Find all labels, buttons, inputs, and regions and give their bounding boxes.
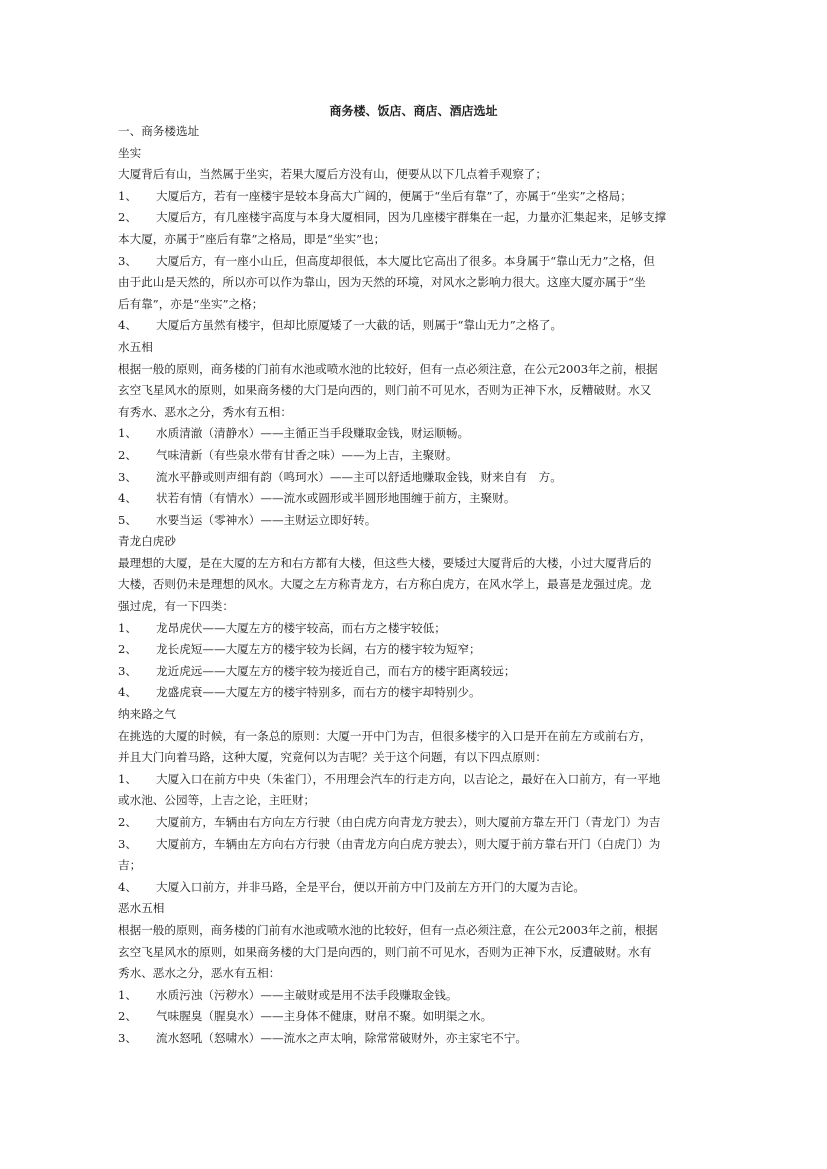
list-text: 大厦入口前方，并非马路，全是平台，便以开前方中门及前左方开门的大厦为吉论。: [156, 879, 585, 894]
list-number: 2、: [118, 1009, 137, 1024]
subheading-qinglongbaihu: 青龙白虎砂: [118, 534, 176, 549]
list-text: 水质清澈（清静水）——主循正当手段赚取金钱，财运顺畅。: [156, 426, 470, 441]
list-text-continued: 后有靠”，亦是“坐实”之格；: [118, 296, 264, 311]
list-text-continued: 或水池、公园等，上吉之论，主旺财；: [118, 793, 316, 808]
list-item: [118, 812, 702, 834]
paragraph-line: 在挑选的大厦的时候，有一条总的原则：大厦一开中门为吉，但很多楼宇的入口是开在前左方或前右方，: [118, 728, 652, 743]
list-number: 4、: [118, 879, 137, 894]
list-item: [118, 661, 702, 683]
paragraph-line: 强过虎，有一下四类：: [118, 599, 234, 614]
paragraph: 大厦背后有山，当然属于坐实，若果大厦后方没有山，便要从以下几点着手观察了；: [118, 167, 547, 182]
document-body: [118, 121, 702, 1050]
list-number: 2、: [118, 210, 137, 225]
list-text: 龙长虎短——大厦左方的楼宇较为长阔，右方的楼宇较为短窄；: [156, 642, 481, 657]
list-text: 气味腥臭（腥臭水）——主身体不健康，财帛不聚。如明渠之水。: [156, 1009, 493, 1024]
list-number: 2、: [118, 642, 137, 657]
list-number: 4、: [118, 491, 137, 506]
section-title: 一、商务楼选址: [118, 124, 200, 138]
subheading-shuiwuxiang: 水五相: [118, 339, 153, 354]
list-item: [118, 510, 702, 532]
paragraph-line: 秀水、恶水之分，恶水有五相：: [118, 966, 281, 981]
list-number: 3、: [118, 663, 137, 678]
list-number: 4、: [118, 318, 137, 333]
paragraph-line: 玄空飞星风水的原则，如果商务楼的大门是向西的，则门前不可见水，否则为正神下水，反遭破财。水有: [118, 944, 652, 959]
list-number: 1、: [118, 426, 137, 441]
list-text: 水质污浊（污秽水）——主破财或是用不法手段赚取金钱。: [156, 987, 458, 1002]
list-item: [118, 315, 702, 337]
list-number: 3、: [118, 1030, 137, 1045]
list-number: 1、: [118, 987, 137, 1002]
list-text: 大厦后方，有几座楼宇高度与本身大厦相同，因为几座楼宇群集在一起，力量亦汇集起来，足够支撑: [156, 210, 667, 225]
paragraph-line: 最理想的大厦，是在大厦的左方和右方都有大楼，但这些大楼，要矮过大厦背后的大楼，小过大厦背后的: [118, 555, 652, 570]
list-text: 大厦入口在前方中央（朱雀门），不用理会汽车的行走方向，以吉论之，最好在入口前方，有一平地: [156, 771, 661, 786]
list-number: 2、: [118, 447, 137, 462]
paragraph-line: 有秀水、恶水之分，秀水有五相：: [118, 404, 292, 419]
list-text: 龙盛虎衰——大厦左方的楼宇特别多，而右方的楼宇却特别少。: [156, 685, 481, 700]
list-text: 龙近虎远——大厦左方的楼宇较为接近自己，而右方的楼宇距离较远；: [156, 663, 516, 678]
list-text: 大厦前方，车辆由左方向右方行驶（由青龙方向白虎方驶去），则大厦于前方靠右开门（白虎门）为: [156, 836, 661, 851]
list-text-continued: 由于此山是天然的，所以亦可以作为靠山，因为天然的环境，对风水之影响力很大。这座大厦亦属于“坐: [118, 275, 646, 290]
list-item: [118, 423, 702, 445]
list-item: [118, 207, 702, 229]
list-number: 4、: [118, 685, 137, 700]
list-text-continued: 吉；: [118, 858, 142, 873]
list-text: 大厦前方，车辆由右方向左方行驶（由白虎方向青龙方驶去），则大厦前方靠左开门（青龙门）为吉: [156, 815, 661, 829]
subheading-zuoshi: 坐实: [118, 145, 142, 160]
paragraph-line: 玄空飞星风水的原则，如果商务楼的大门是向西的，则门前不可见水，否则为正神下水，反糟破财。水又: [118, 383, 652, 398]
paragraph-line: 根据一般的原则，商务楼的门前有水池或喷水池的比较好，但有一点必须注意，在公元2003年之前，根据: [118, 922, 658, 937]
subheading-eshuiwuxiang: 恶水五相: [118, 901, 165, 916]
list-text: 气味清新（有些泉水带有甘香之味）——为上吉，主聚财。: [156, 447, 458, 462]
list-item: [118, 769, 702, 791]
paragraph-line: 并且大门向着马路，这种大厦，究竟何以为吉呢？关于这个问题，有以下四点原则：: [118, 750, 547, 765]
list-item: [118, 251, 702, 273]
list-number: 3、: [118, 836, 137, 851]
list-text: 大厦后方虽然有楼宇，但却比原厦矮了一大截的话，则属于“靠山无力”之格了。: [156, 318, 563, 333]
list-item: [118, 985, 702, 1007]
list-number: 3、: [118, 253, 137, 268]
list-text: 流水平静或则声细有韵（鸣珂水）——主可以舒适地赚取金钱，财来自有 方。: [156, 469, 562, 484]
list-number: 2、: [118, 815, 137, 829]
list-item: [118, 445, 702, 467]
list-number: 1、: [118, 620, 137, 635]
list-number: 5、: [118, 512, 137, 527]
list-text: 水要当运（零神水）——主财运立即好转。: [156, 512, 377, 527]
list-item: [118, 639, 702, 661]
list-text: 龙昂虎伏——大厦左方的楼宇较高，而右方之楼宇较低；: [156, 620, 446, 635]
list-text: 大厦后方，有一座小山丘，但高度却很低，本大厦比它高出了很多。本身属于“靠山无力”之格，但: [156, 253, 655, 268]
list-item: [118, 682, 702, 704]
list-item: [118, 467, 702, 489]
list-item: [118, 877, 702, 899]
list-text: 状若有情（有情水）——流水或圆形或半圆形地围缠于前方，主聚财。: [156, 491, 516, 506]
list-number: 3、: [118, 469, 137, 484]
subheading-nalailu: 纳来路之气: [118, 707, 176, 722]
list-text: 流水怒吼（怒啸水）——流水之声太响，除常常破财外，亦主家宅不宁。: [156, 1030, 528, 1045]
list-item: [118, 834, 702, 856]
list-text: 大厦后方，若有一座楼宇是较本身高大广阔的，便属于“坐后有靠”了，亦属于“坐实”之格局；: [156, 188, 632, 203]
list-item: [118, 1028, 702, 1050]
paragraph-line: 根据一般的原则，商务楼的门前有水池或喷水池的比较好，但有一点必须注意，在公元2003年之前，根据: [118, 361, 658, 376]
list-number: 1、: [118, 771, 137, 786]
paragraph-line: 大楼，否则仍未是理想的风水。大厦之左方称青龙方，右方称白虎方，在风水学上，最喜是龙强过虎。龙: [118, 577, 652, 592]
page-title: 商务楼、饭店、商店、酒店选址: [329, 104, 498, 118]
list-item: [118, 618, 702, 640]
list-item: [118, 1006, 702, 1028]
list-item: [118, 488, 702, 510]
list-number: 1、: [118, 188, 137, 203]
list-item: [118, 186, 702, 208]
list-text-continued: 本大厦，亦属于“座后有靠”之格局，即是“坐实”也；: [118, 231, 386, 246]
